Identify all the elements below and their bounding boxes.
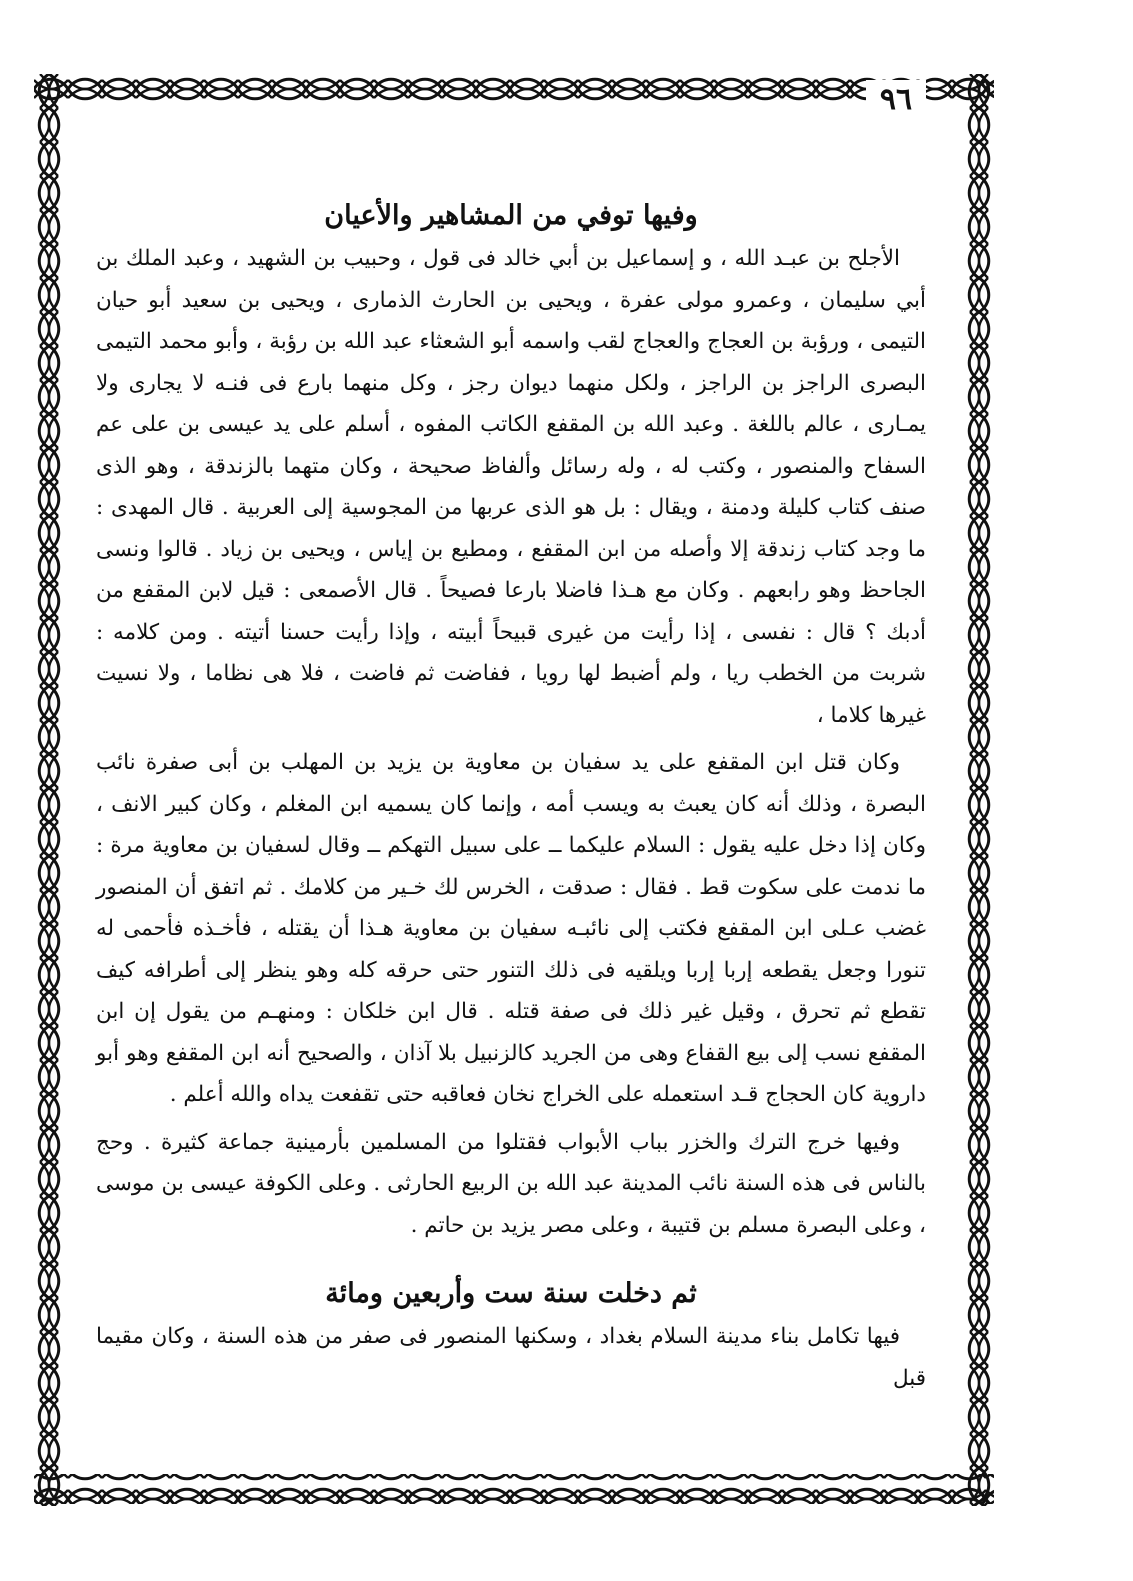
page-content — [96, 180, 926, 1405]
section-heading-year-146: ثم دخلت سنة ست وأربعين ومائة — [325, 1278, 697, 1309]
paragraph: وكان قتل ابن المقفع على يد سفيان بن معاوية بن يزيد بن المهلب بن أبى صفرة نائب البصرة ، وذلك أنه كان يعبث به ويسب أمه ، وإنما كان يسميه ابن المغلم ، وكان كبير الانف ، وكان إذا دخل عليه يقول : السلام عليكما ــ على سبيل التهكم ــ وقال لسفيان بن معاوية مرة : ما ندمت على سكوت قط . فقال : صدقت ، الخرس لك خـير من كلامك . ثم اتفق أن المنصور غضب عـلى ابن المقفع فكتب إلى نائبـه سفيان بن معاوية هـذا أن يقتله ، فأخـذه فأحمى له تنورا وجعل يقطعه إربا إربا ويلقيه فى ذلك التنور حتى حرقه كله وهو ينظر إلى أطرافه كيف تقطع ثم تحرق ، وقيل غير ذلك فى صفة قتله . قال ابن خلكان : ومنهـم من يقول إن ابن المقفع نسب إلى بيع القفاع وهى من الجريد كالزنبيل بلا آذان ، والصحيح أنه ابن المقفع وهو أبو داروية كان الحجاج قـد استعمله على الخراج نخان فعاقبه حتى تقفعت يداه والله أعلم . — [96, 750, 926, 1107]
page-number: ٩٦ — [866, 80, 926, 120]
paragraph: وفيها خرج الترك والخزر بباب الأبواب فقتلوا من المسلمين بأرمينية جماعة كثيرة . وحج بالناس فى هذه السنة نائب المدينة عبد الله بن الربيع الحارثى . وعلى الكوفة عيسى بن موسى ، وعلى البصرة مسلم بن قتيبة ، وعلى مصر يزيد بن حاتم . — [96, 1129, 926, 1238]
section-heading-notables: وفيها توفي من المشاهير والأعيان — [324, 200, 698, 231]
paragraph: فيها تكامل بناء مدينة السلام بغداد ، وسكنها المنصور فى صفر من هذه السنة ، وكان مقيما قبل — [96, 1324, 926, 1391]
paragraph: الأجلح بن عبـد الله ، و إسماعيل بن أبي خالد فى قول ، وحبيب بن الشهيد ، وعبد الملك بن أبي سليمان ، وعمرو مولى عفرة ، ويحيى بن الحارث الذمارى ، ويحيى بن سعيد أبو حيان التيمى ، ورؤبة بن العجاج والعجاج لقب واسمه أبو الشعثاء عبد الله بن رؤبة ، وأبو محمد التيمى البصرى الراجز بن الراجز ، ولكل منهما ديوان رجز ، وكل منهما بارع فى فنـه لا يجارى ولا يمـارى ، عالم باللغة . وعبد الله بن المقفع الكاتب المفوه ، أسلم على يد عيسى بن على عم السفاح والمنصور ، وكتب له ، وله رسائل وألفاظ صحيحة ، وكان متهما بالزندقة ، وهو الذى صنف كتاب كليلة ودمنة ، ويقال : بل هو الذى عربها من المجوسية إلى العربية . قال المهدى : ما وجد كتاب زندقة إلا وأصله من ابن المقفع ، ومطيع بن إياس ، ويحيى بن زياد . قالوا ونسى الجاحظ وهو رابعهم . وكان مع هـذا فاضلا بارعا فصيحاً . قال الأصمعى : قيل لابن المقفع من أدبك ؟ قال : نفسى ، إذا رأيت من غيرى قبيحاً أبيته ، وإذا رأيت حسنا أتيته . ومن كلامه : شربت من الخطب ريا ، ولم أضبط لها رويا ، ففاضت ثم فاضت ، فلا هى نظاما ، ولا نسيت غيرها كلاما ، — [96, 246, 927, 728]
